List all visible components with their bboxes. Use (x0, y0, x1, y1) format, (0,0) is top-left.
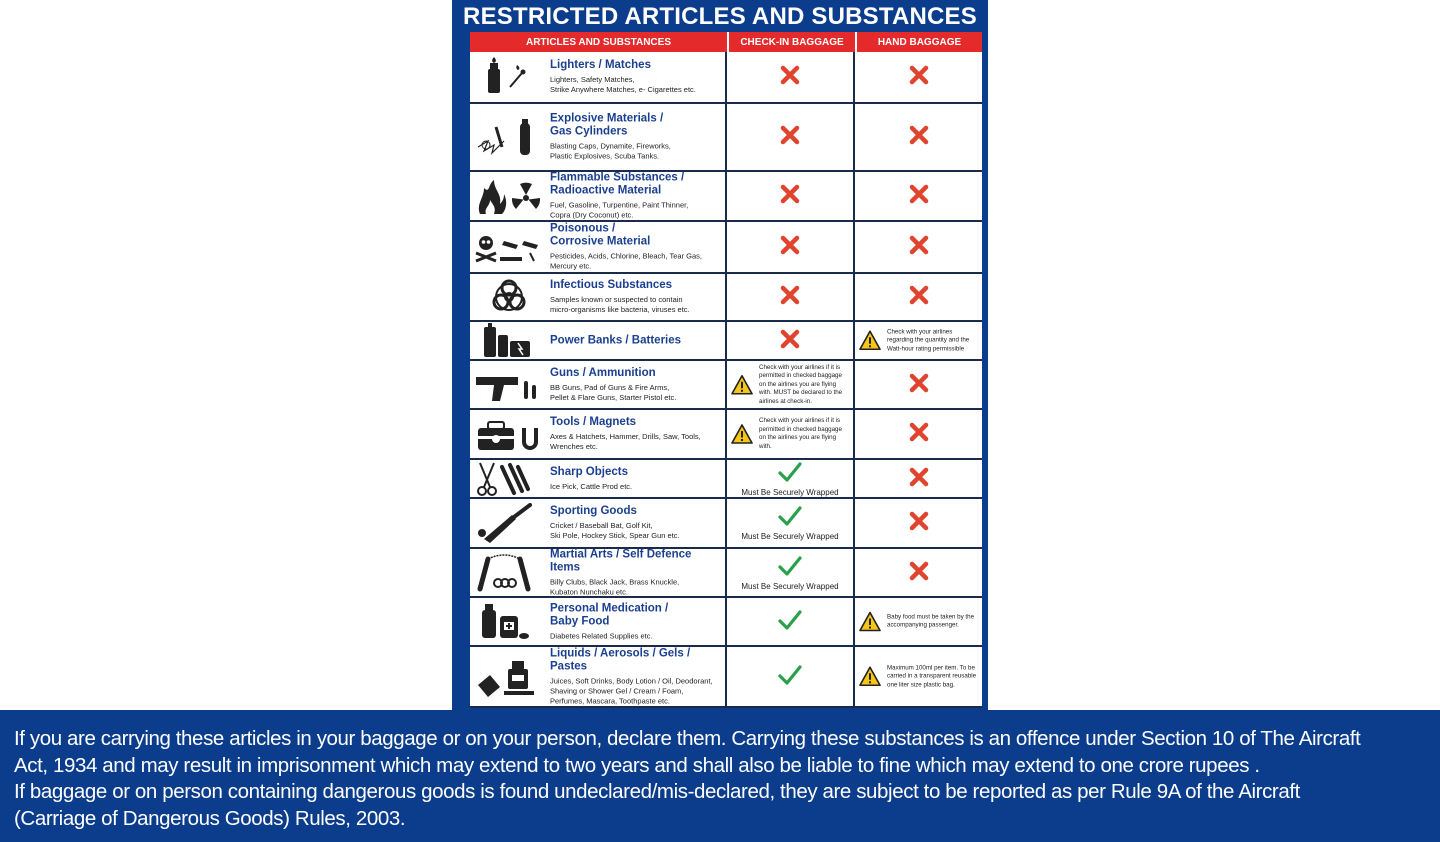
hand-status-cell (855, 549, 982, 596)
table-row (470, 274, 982, 322)
explosive-cylinder-icon (474, 117, 544, 157)
notice-line-2: Act, 1934 and may result in imprisonment which may extend to two years and shall also be liable to fine which may extend to one crore rupees . (14, 753, 1260, 777)
warning-note: Check with your airlines if it is permitted in checked baggage on the airlines you are flying with. MUST be declared to the airlines at check-in. (759, 363, 843, 405)
article-description: Blasting Caps, Dynamite, Fireworks, Plastic Explosives, Scuba Tanks. (550, 141, 671, 161)
article-cell (470, 361, 727, 408)
restricted-articles-poster (452, 0, 988, 710)
article-cell (470, 104, 727, 170)
header-hand: HAND BAGGAGE (855, 32, 982, 52)
article-cell (470, 549, 727, 596)
notice-line-4: (Carriage of Dangerous Goods) Rules, 2003. (14, 806, 406, 830)
table-row (470, 499, 982, 549)
article-name: Sporting Goods (550, 505, 637, 517)
article-name: Guns / Ammunition (550, 366, 656, 379)
nunchaku-icon (474, 553, 544, 593)
warning-note: Check with your airlines regarding the quantity and the Watt-hour rating permissible (887, 327, 970, 352)
check-icon (727, 461, 853, 487)
cross-icon (909, 184, 929, 208)
article-description: Billy Clubs, Black Jack, Brass Knuckle, Kubaton Nunchaku etc. (550, 577, 680, 596)
header-articles: ARTICLES AND SUBSTANCES (470, 32, 727, 52)
article-description: Ice Pick, Cattle Prod etc. (550, 481, 633, 491)
liquids-aerosol-icon (474, 657, 544, 697)
biohazard-icon (474, 277, 544, 317)
article-cell (470, 274, 727, 320)
restricted-items-table (470, 32, 982, 708)
lighter-matches-icon (474, 57, 544, 97)
check-icon (727, 555, 853, 581)
table-row (470, 460, 982, 499)
article-description: Fuel, Gasoline, Turpentine, Paint Thinner, Copra (Dry Coconut) etc. (550, 200, 689, 220)
hand-status-cell (855, 460, 982, 497)
article-cell (470, 460, 727, 497)
article-name: Power Banks / Batteries (550, 334, 682, 346)
article-cell (470, 499, 727, 547)
hand-status-cell (855, 499, 982, 547)
hand-status-cell (855, 52, 982, 102)
article-name: Personal Medication / Baby Food (550, 602, 669, 627)
cross-icon (909, 125, 929, 149)
article-name: Martial Arts / Self Defence Items (550, 548, 692, 573)
table-row (470, 172, 982, 222)
hand-status-cell (855, 274, 982, 320)
checkin-status-cell (727, 274, 855, 320)
article-name: Explosive Materials / Gas Cylinders (550, 112, 664, 138)
article-description: Pesticides, Acids, Chlorine, Bleach, Tear Gas, Mercury etc. (550, 251, 703, 271)
header-checkin: CHECK-IN BAGGAGE (727, 32, 855, 52)
check-icon (727, 505, 853, 531)
notice-line-1: If you are carrying these articles in your baggage or on your person, declare them. Carrying these substances is an offence under Section 10 of The Aircraft (14, 727, 1361, 750)
article-description: Samples known or suspected to contain micro-organisms like bacteria, viruses etc. (550, 295, 690, 314)
table-row (470, 549, 982, 598)
article-description: Diabetes Related Supplies etc. (550, 631, 653, 640)
status-note: Must Be Securely Wrapped (741, 532, 839, 541)
article-cell (470, 598, 727, 645)
cross-icon (909, 65, 929, 89)
scissors-knife-icon (474, 459, 544, 499)
checkin-status-cell (727, 52, 855, 102)
toolbox-magnet-icon (474, 414, 544, 454)
cross-icon (909, 561, 929, 585)
article-name: Poisonous / Corrosive Material (550, 222, 651, 248)
cross-icon (909, 285, 929, 309)
battery-icon (474, 321, 544, 361)
checkin-status-cell (727, 410, 855, 458)
article-cell (470, 647, 727, 706)
hand-status-cell (855, 172, 982, 220)
article-cell (470, 172, 727, 220)
article-description: BB Guns, Pad of Guns & Fire Arms, Pellet & Flare Guns, Starter Pistol etc. (550, 382, 677, 402)
checkin-status-cell (727, 460, 855, 497)
check-icon (727, 609, 853, 635)
warning-note: Baby food must be taken by the accompanying passenger. (887, 613, 975, 629)
article-description: Cricket / Baseball Bat, Golf Kit, Ski Pole, Hockey Stick, Spear Gun etc. (550, 521, 680, 540)
article-description: Juices, Soft Drinks, Body Lotion / Oil, Deodorant, Shaving or Shower Gel / Cream / Foam, Perfumes, Mascara, Toothpaste etc. (550, 676, 713, 705)
medication-bottle-icon (474, 602, 544, 642)
warning-note: Check with your airlines if it is permitted in checked baggage on the airlines you are flying with. (759, 417, 842, 450)
table-row (470, 647, 982, 708)
checkin-status-cell (727, 499, 855, 547)
checkin-status-cell (727, 222, 855, 272)
table-row (470, 322, 982, 361)
status-note: Must Be Securely Wrapped (741, 487, 839, 497)
article-description: Axes & Hatchets, Hammer, Drills, Saw, Tools, Wrenches etc. (550, 432, 701, 451)
poster-title: RESTRICTED ARTICLES AND SUBSTANCES (463, 3, 977, 30)
status-note: Must Be Securely Wrapped (741, 581, 839, 591)
article-cell (470, 410, 727, 458)
hand-status-cell (855, 104, 982, 170)
article-name: Tools / Magnets (550, 416, 637, 428)
article-cell (470, 322, 727, 359)
cross-icon (909, 373, 929, 397)
cross-icon (909, 511, 929, 535)
gun-icon (474, 365, 544, 405)
article-description: Lighters, Safety Matches, Strike Anywhere Matches, e- Cigarettes etc. (550, 75, 696, 94)
table-row (470, 598, 982, 647)
table-row (470, 222, 982, 274)
cross-icon (780, 329, 800, 353)
cross-icon (909, 422, 929, 446)
checkin-status-cell (727, 172, 855, 220)
cross-icon (780, 65, 800, 89)
hand-status-cell (855, 222, 982, 272)
article-name: Sharp Objects (550, 465, 628, 478)
warning-note: Maximum 100ml per item. To be carried in a transparent reusable one liter size plastic bag. (887, 663, 977, 688)
hand-status-cell (855, 322, 982, 359)
cross-icon (780, 125, 800, 149)
table-row (470, 361, 982, 410)
cross-icon (780, 235, 800, 259)
table-row (470, 52, 982, 104)
hand-status-cell (855, 598, 982, 645)
article-cell (470, 52, 727, 102)
cross-icon (780, 285, 800, 309)
article-name: Flammable Substances / Radioactive Material (550, 171, 685, 197)
hand-status-cell (855, 410, 982, 458)
cross-icon (780, 184, 800, 208)
table-row (470, 104, 982, 172)
cross-icon (909, 235, 929, 259)
cricket-bat-icon (474, 503, 544, 543)
checkin-status-cell (727, 647, 855, 706)
checkin-status-cell (727, 549, 855, 596)
article-name: Lighters / Matches (550, 59, 651, 71)
checkin-status-cell (727, 104, 855, 170)
article-cell (470, 222, 727, 272)
check-icon (727, 664, 853, 690)
poison-corrosive-icon (474, 227, 544, 267)
notice-line-3: If baggage or on person containing dangerous goods is found undeclared/mis-declared, they are subject to be reported as per Rule 9A of the Aircraft (14, 780, 1300, 803)
hand-status-cell (855, 647, 982, 706)
legal-notice-footer (0, 710, 1440, 842)
cross-icon (909, 467, 929, 491)
checkin-status-cell (727, 361, 855, 408)
checkin-status-cell (727, 598, 855, 645)
article-name: Infectious Substances (550, 279, 673, 291)
checkin-status-cell (727, 322, 855, 359)
article-name: Liquids / Aerosols / Gels / Pastes (550, 647, 691, 672)
table-row (470, 410, 982, 460)
hand-status-cell (855, 361, 982, 408)
flame-radioactive-icon (474, 176, 544, 216)
